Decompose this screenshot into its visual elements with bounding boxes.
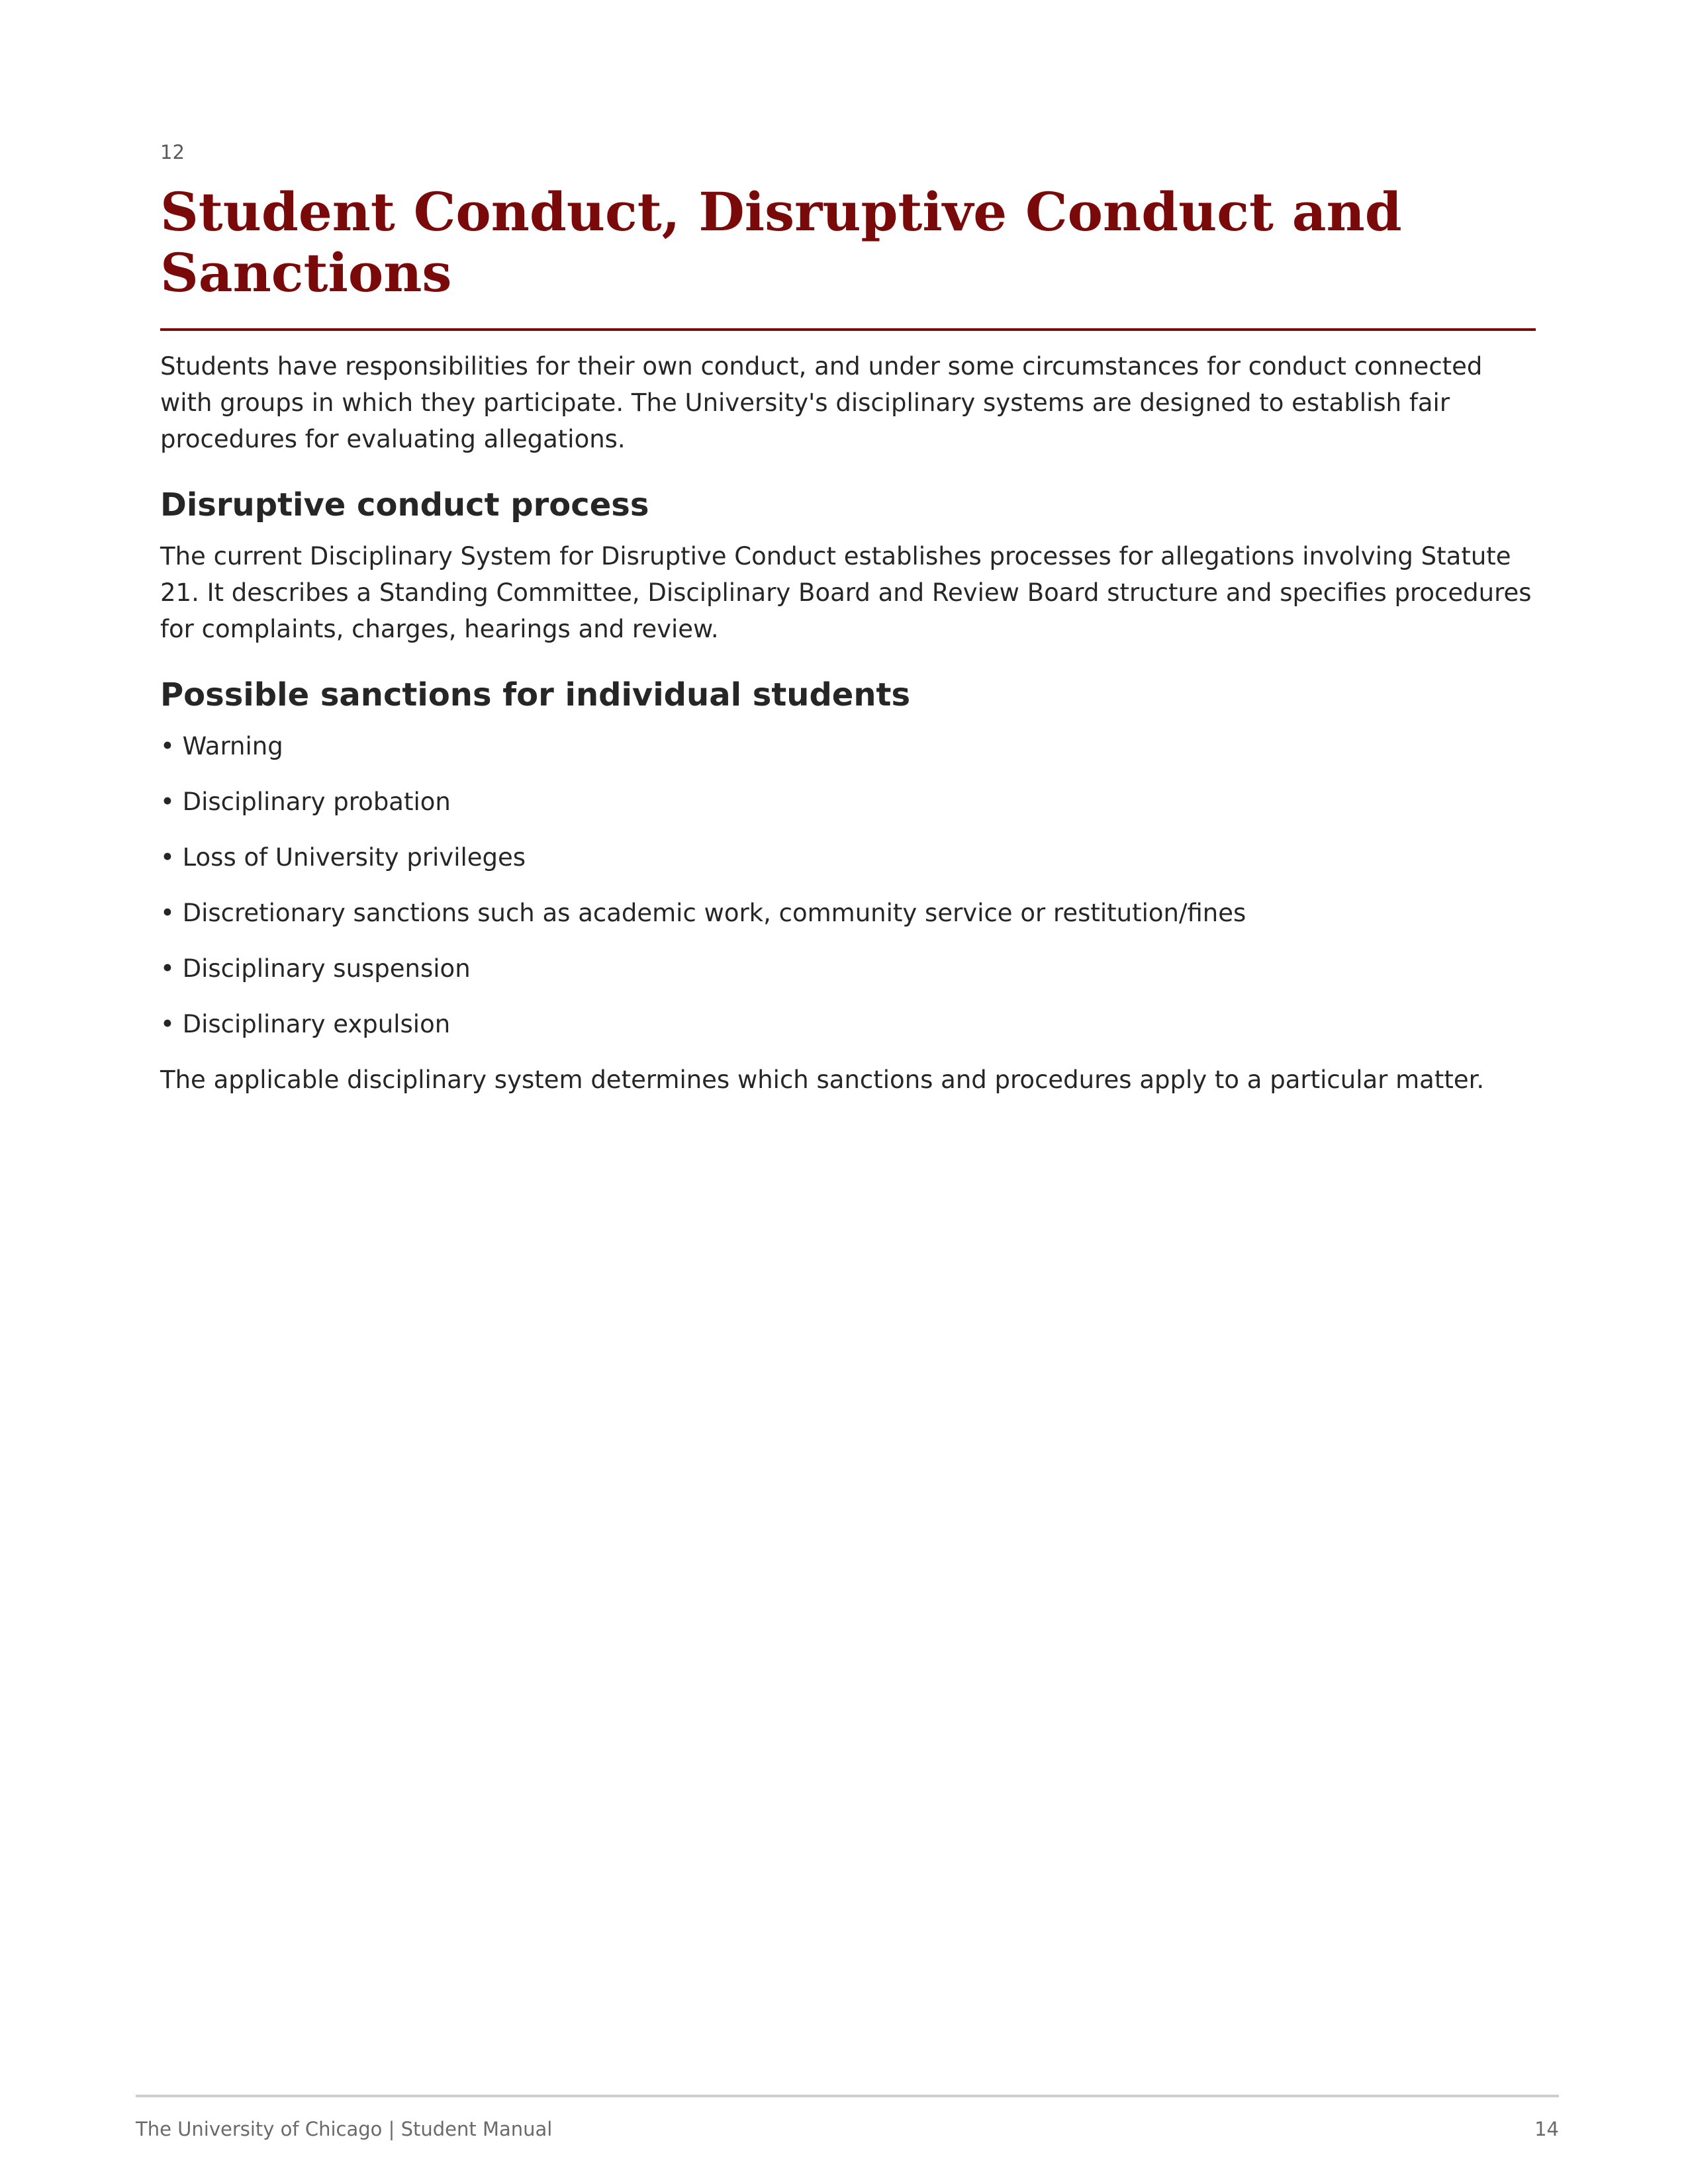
footer-divider (136, 2095, 1559, 2097)
footer-row (136, 2116, 1559, 2142)
list-item: • Loss of University privileges (160, 843, 526, 872)
title-divider (160, 328, 1536, 331)
page-number: 14 (1534, 2118, 1559, 2140)
footer-source: The University of Chicago | Student Manual (136, 2118, 553, 2140)
sanctions-list (160, 728, 1536, 1042)
page-title: Student Conduct, Disruptive Conduct and Sanctions (160, 181, 1402, 304)
closing-paragraph: The applicable disciplinary system determines which sanctions and procedures apply to a particular matter. (160, 1066, 1485, 1094)
page-footer (136, 2095, 1559, 2142)
list-item: • Disciplinary suspension (160, 954, 471, 983)
section-heading-sanctions: Possible sanctions for individual students (160, 676, 911, 713)
disruptive-conduct-paragraph: The current Disciplinary System for Disruptive Conduct establishes processes for allegations involving Statute 21. It describes a Standing Committee, Disciplinary Board and Review Board structure and specifies procedures for complaints, charges, hearings and review. (160, 542, 1532, 643)
list-item: • Warning (160, 732, 283, 760)
section-heading-disruptive-conduct: Disruptive conduct process (160, 486, 649, 523)
list-item: • Disciplinary expulsion (160, 1010, 451, 1038)
intro-paragraph: Students have responsibilities for their own conduct, and under some circumstances for conduct connected with groups in which they participate. The University's disciplinary systems are designed to establish fair procedures for evaluating allegations. (160, 352, 1483, 453)
list-item: • Discretionary sanctions such as academic work, community service or restitution/fines (160, 899, 1246, 927)
document-content (160, 139, 1536, 1098)
list-item: • Disciplinary probation (160, 788, 451, 816)
section-number: 12 (160, 141, 185, 163)
